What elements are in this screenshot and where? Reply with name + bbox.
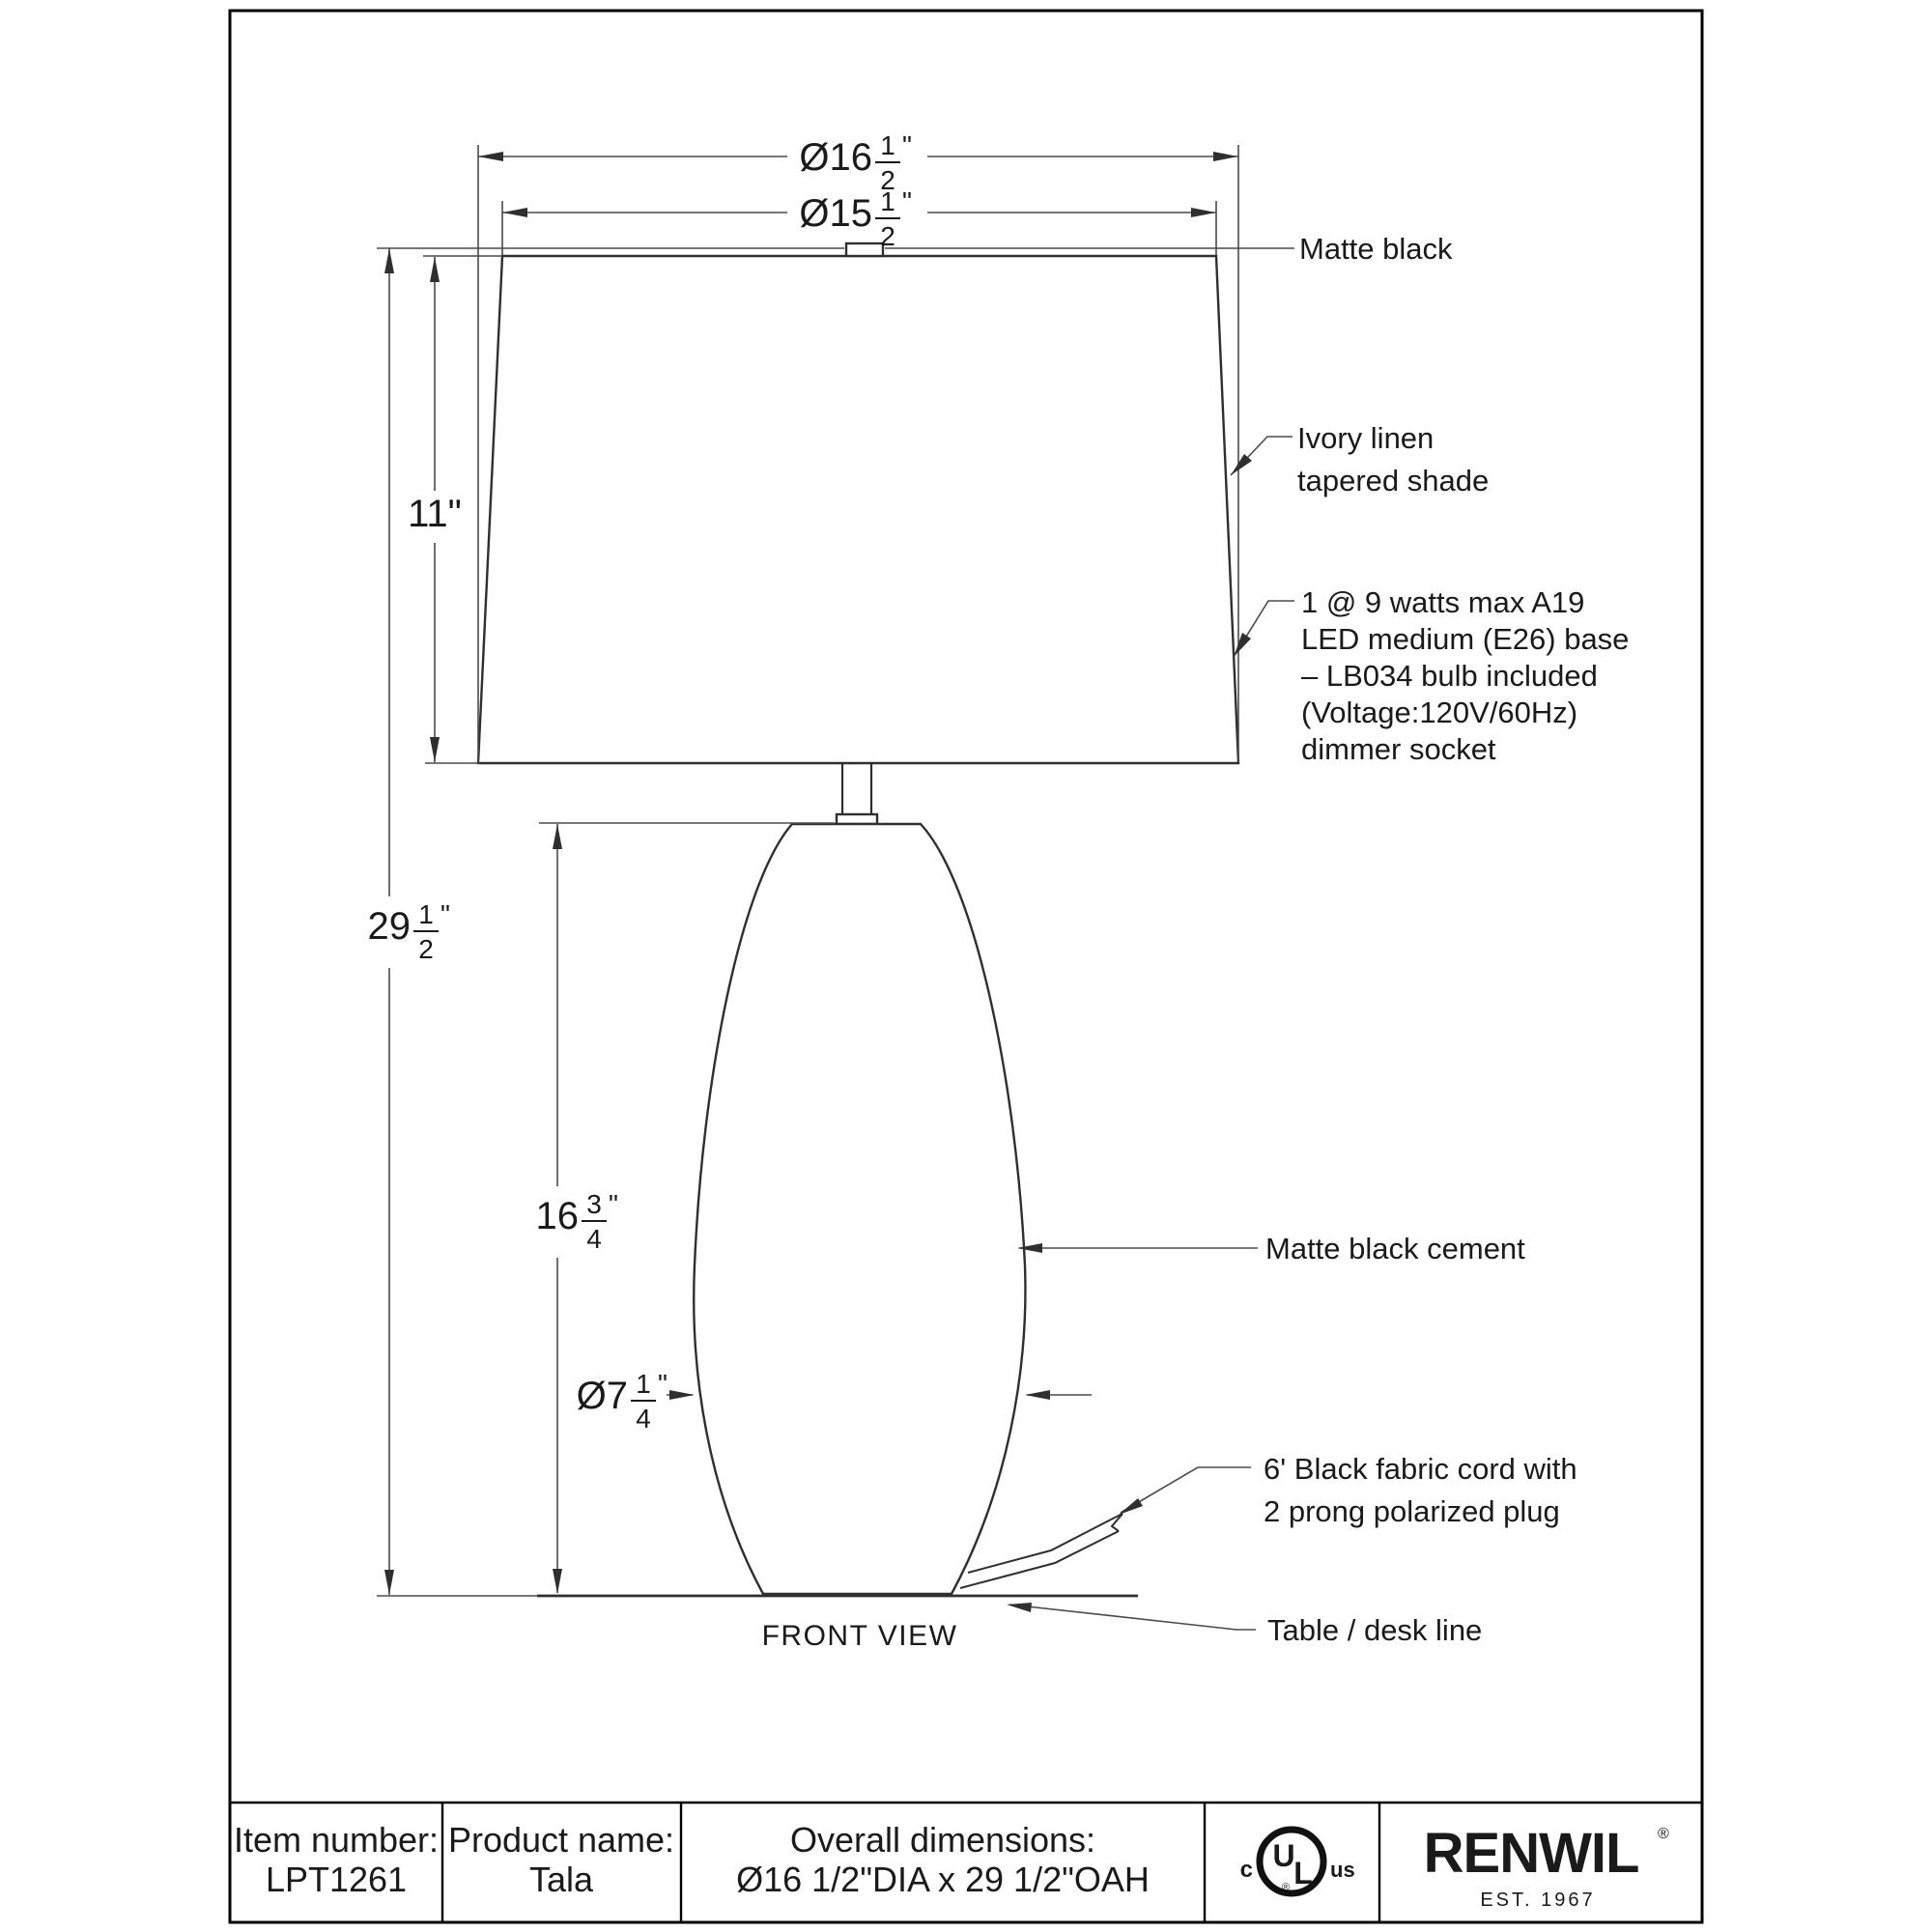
lamp-shade: [478, 256, 1238, 763]
overall-dimensions-value: Ø16 1/2"DIA x 29 1/2"OAH: [736, 1860, 1150, 1899]
dim-outer-dia-den: 2: [880, 165, 895, 195]
dim-overall-height-den: 2: [418, 934, 434, 964]
title-block-dimensions: [736, 1820, 1150, 1899]
dim-top-dia-num: 1: [880, 186, 895, 216]
dim-body-dia-value: Ø7: [576, 1375, 628, 1417]
dim-top-dia-value: Ø15: [799, 192, 872, 235]
item-number-value: LPT1261: [265, 1860, 408, 1899]
dim-shade-height-value: 11": [408, 493, 462, 535]
dim-overall-height-unit: ": [440, 899, 450, 929]
dim-body-height-value: 16: [535, 1195, 579, 1237]
callout-table: Table / desk line: [1267, 1613, 1483, 1647]
dim-body-dia-unit: ": [658, 1369, 668, 1399]
lamp-body: [694, 824, 1025, 1594]
product-name-label: Product name:: [447, 1820, 675, 1860]
dim-top-dia-den: 2: [880, 221, 895, 251]
dim-body-height-num: 3: [586, 1189, 602, 1219]
callout-shade-line2: tapered shade: [1297, 464, 1490, 497]
view-label: FRONT VIEW: [761, 1620, 958, 1652]
callout-bulb-line3: – LB034 bulb included: [1301, 659, 1598, 693]
dim-body-dia-den: 4: [636, 1404, 651, 1434]
dim-outer-dia-value: Ø16: [799, 136, 872, 179]
dim-body-height-unit: ": [609, 1189, 618, 1219]
dim-body-height-den: 4: [586, 1224, 602, 1254]
callout-bulb-line4: (Voltage:120V/60Hz): [1301, 696, 1578, 729]
callout-bulb-line1: 1 @ 9 watts max A19: [1301, 585, 1585, 619]
callout-bulb-line2: LED medium (E26) base: [1301, 622, 1630, 656]
dim-outer-dia-unit: ": [902, 130, 912, 160]
ul-logo-l: L: [1293, 1856, 1313, 1890]
callout-bulb-line5: dimmer socket: [1301, 732, 1496, 766]
ul-logo-c: c: [1239, 1857, 1253, 1883]
brand-est: EST. 1967: [1480, 1889, 1596, 1911]
dim-outer-dia-num: 1: [880, 130, 895, 160]
ul-logo-u: U: [1272, 1838, 1295, 1873]
brand-name: RENWIL: [1423, 1822, 1639, 1885]
ul-logo-reg: ®: [1281, 1882, 1291, 1893]
brand-reg: ®: [1658, 1826, 1669, 1842]
callout-cord-line2: 2 prong polarized plug: [1264, 1494, 1560, 1528]
dim-overall-height-num: 1: [418, 899, 434, 929]
neck-collar: [837, 814, 877, 824]
callout-cord-line1: 6' Black fabric cord with: [1264, 1452, 1577, 1486]
callout-shade-line1: Ivory linen: [1297, 421, 1435, 455]
finial: [846, 243, 883, 256]
product-name-value: Tala: [528, 1860, 594, 1899]
ul-logo-us: us: [1330, 1858, 1355, 1882]
dim-body-dia-num: 1: [636, 1369, 651, 1399]
callout-finial: Matte black: [1299, 232, 1453, 266]
dim-overall-height-value: 29: [367, 905, 411, 948]
callout-body: Matte black cement: [1265, 1232, 1525, 1265]
dim-top-dia-unit: ": [902, 186, 912, 216]
item-number-label: Item number:: [233, 1820, 440, 1860]
overall-dimensions-label: Overall dimensions:: [789, 1820, 1096, 1860]
